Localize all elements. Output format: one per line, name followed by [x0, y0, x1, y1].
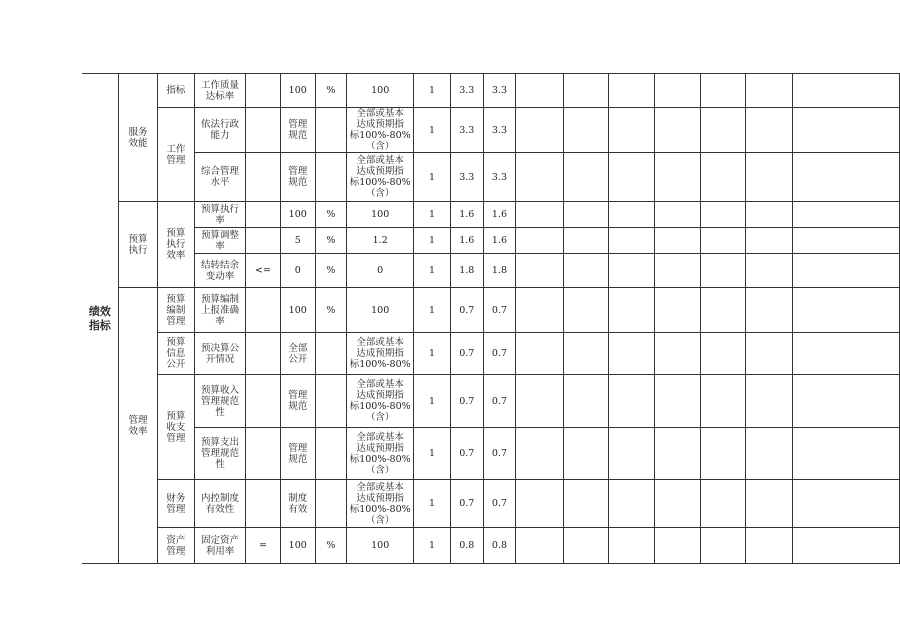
empty-cell: [516, 333, 564, 375]
target-cell: 0: [280, 254, 315, 288]
actual-value-cell: 全部或基本 达成预期指 标100%-80%: [346, 333, 413, 375]
count-cell: 1: [414, 288, 450, 333]
actual-value-cell: 全部或基本 达成预期指 标100%-80% （含）: [346, 108, 413, 153]
level3-cell: 工作 管理: [158, 108, 194, 202]
empty-cell: [746, 333, 793, 375]
level2-cell: 预算 执行: [118, 202, 157, 288]
actual-value-cell: 0: [346, 254, 413, 288]
empty-cell: [746, 202, 793, 228]
operator-cell: [246, 202, 280, 228]
empty-cell: [516, 375, 564, 428]
top-fragment: 指标: [166, 85, 186, 96]
unit-cell: [315, 333, 346, 375]
empty-cell: [655, 254, 701, 288]
empty-cell: [609, 74, 655, 108]
score-cell: 0.7: [483, 288, 515, 333]
score-cell: 3.3: [483, 108, 515, 153]
table-row: [82, 288, 900, 333]
empty-cell: [700, 333, 746, 375]
actual-value-cell: 全部或基本 达成预期指 标100%-80% （含）: [346, 480, 413, 528]
count-cell: 1: [414, 108, 450, 153]
empty-cell: [563, 333, 609, 375]
actual-value-cell: 全部或基本 达成预期指 标100%-80% （含）: [346, 153, 413, 202]
empty-cell: [793, 153, 900, 202]
empty-cell: [793, 528, 900, 564]
unit-cell: %: [315, 528, 346, 564]
empty-cell: [700, 74, 746, 108]
operator-cell: [246, 428, 280, 480]
target-cell: 管理 规范: [280, 375, 315, 428]
empty-cell: [655, 375, 701, 428]
empty-cell: [655, 528, 701, 564]
level3-cell: 预算 执行 效率: [158, 202, 194, 288]
level3-cell: 财务 管理: [158, 480, 194, 528]
target-cell: 管理 规范: [280, 153, 315, 202]
score-cell: 3.3: [450, 74, 483, 108]
empty-cell: [700, 202, 746, 228]
operator-cell: <=: [246, 254, 280, 288]
empty-cell: [609, 288, 655, 333]
table-row: [82, 153, 900, 202]
empty-cell: [516, 288, 564, 333]
unit-cell: [315, 108, 346, 153]
target-cell: 全部 公开: [280, 333, 315, 375]
unit-cell: [315, 428, 346, 480]
indicator-name: 固定资产 利用率: [194, 528, 246, 564]
actual-value-cell: 100: [346, 288, 413, 333]
actual-value-cell: 100: [346, 202, 413, 228]
operator-cell: [246, 228, 280, 254]
empty-cell: [655, 288, 701, 333]
table-row: [82, 428, 900, 480]
performance-indicator-table: [82, 73, 900, 564]
level2-cell: 管理 效率: [118, 288, 157, 564]
operator-cell: =: [246, 528, 280, 564]
empty-cell: [655, 428, 701, 480]
operator-cell: [246, 375, 280, 428]
indicator-name: 预算调整 率: [194, 228, 246, 254]
count-cell: 1: [414, 153, 450, 202]
indicator-name: 预算收入 管理规范 性: [194, 375, 246, 428]
operator-cell: [246, 480, 280, 528]
unit-cell: [315, 153, 346, 202]
score-cell: 0.7: [483, 428, 515, 480]
table-row: [82, 108, 900, 153]
level2-label: 服务 效能: [128, 126, 148, 149]
empty-cell: [655, 228, 701, 254]
count-cell: 1: [414, 228, 450, 254]
target-cell: 制度 有效: [280, 480, 315, 528]
table-row: [82, 202, 900, 228]
empty-cell: [516, 108, 564, 153]
empty-cell: [563, 153, 609, 202]
empty-cell: [746, 480, 793, 528]
empty-cell: [563, 254, 609, 288]
score-cell: 0.7: [450, 333, 483, 375]
level3-cell: 资产 管理: [158, 528, 194, 564]
empty-cell: [793, 428, 900, 480]
empty-cell: [700, 480, 746, 528]
table-row: [82, 375, 900, 428]
empty-cell: [609, 228, 655, 254]
empty-cell: [516, 74, 564, 108]
empty-cell: [746, 375, 793, 428]
empty-cell: [563, 202, 609, 228]
target-cell: 管理 规范: [280, 428, 315, 480]
actual-value-cell: 全部或基本 达成预期指 标100%-80% （含）: [346, 375, 413, 428]
empty-cell: [700, 428, 746, 480]
score-cell: 0.7: [450, 288, 483, 333]
score-cell: 3.3: [483, 74, 515, 108]
empty-cell: [563, 228, 609, 254]
unit-cell: %: [315, 254, 346, 288]
actual-value-cell: 100: [346, 74, 413, 108]
table-row: [82, 228, 900, 254]
empty-cell: [746, 108, 793, 153]
table-row: [82, 528, 900, 564]
empty-cell: [793, 375, 900, 428]
score-cell: 3.3: [450, 108, 483, 153]
level3-cell: 预算 信息 公开: [158, 333, 194, 375]
actual-value-cell: 1.2: [346, 228, 413, 254]
score-cell: 0.7: [450, 480, 483, 528]
target-cell: 100: [280, 202, 315, 228]
score-cell: 0.7: [450, 428, 483, 480]
score-cell: 3.3: [450, 153, 483, 202]
empty-cell: [700, 153, 746, 202]
indicator-name: 预算支出 管理规范 性: [194, 428, 246, 480]
operator-cell: [246, 288, 280, 333]
level1-cell: [82, 74, 118, 564]
empty-cell: [609, 428, 655, 480]
indicator-name: 内控制度 有效性: [194, 480, 246, 528]
operator-cell: [246, 333, 280, 375]
score-cell: 0.8: [483, 528, 515, 564]
count-cell: 1: [414, 202, 450, 228]
empty-cell: [793, 254, 900, 288]
level3-cell: 预算 编制 管理: [158, 288, 194, 333]
empty-cell: [516, 254, 564, 288]
score-cell: 1.6: [483, 202, 515, 228]
empty-cell: [793, 288, 900, 333]
empty-cell: [563, 288, 609, 333]
count-cell: 1: [414, 528, 450, 564]
actual-value-cell: 全部或基本 达成预期指 标100%-80% （含）: [346, 428, 413, 480]
empty-cell: [516, 480, 564, 528]
indicator-name: 预决算公 开情况: [194, 333, 246, 375]
empty-cell: [700, 108, 746, 153]
empty-cell: [563, 375, 609, 428]
empty-cell: [746, 153, 793, 202]
empty-cell: [609, 202, 655, 228]
empty-cell: [746, 74, 793, 108]
score-cell: 1.6: [483, 228, 515, 254]
indicator-name: 综合管理 水平: [194, 153, 246, 202]
empty-cell: [609, 108, 655, 153]
unit-cell: %: [315, 288, 346, 333]
target-cell: 100: [280, 528, 315, 564]
score-cell: 1.8: [483, 254, 515, 288]
table-row: [82, 333, 900, 375]
empty-cell: [655, 333, 701, 375]
empty-cell: [700, 228, 746, 254]
unit-cell: [315, 375, 346, 428]
count-cell: 1: [414, 254, 450, 288]
count-cell: 1: [414, 428, 450, 480]
indicator-name: 依法行政 能力: [194, 108, 246, 153]
empty-cell: [700, 288, 746, 333]
empty-cell: [700, 254, 746, 288]
unit-cell: %: [315, 228, 346, 254]
empty-cell: [793, 74, 900, 108]
indicator-name: 工作质量 达标率: [194, 74, 246, 108]
empty-cell: [746, 428, 793, 480]
empty-cell: [609, 254, 655, 288]
level3-cell: [158, 74, 194, 108]
empty-cell: [563, 428, 609, 480]
empty-cell: [516, 228, 564, 254]
unit-cell: %: [315, 202, 346, 228]
level3-cell: 预算 收支 管理: [158, 375, 194, 480]
count-cell: 1: [414, 375, 450, 428]
empty-cell: [609, 153, 655, 202]
empty-cell: [793, 202, 900, 228]
empty-cell: [516, 528, 564, 564]
empty-cell: [746, 528, 793, 564]
indicator-name: 预算编制 上报准确 率: [194, 288, 246, 333]
empty-cell: [655, 74, 701, 108]
empty-cell: [563, 480, 609, 528]
empty-cell: [655, 153, 701, 202]
empty-cell: [793, 108, 900, 153]
indicator-name: 预算执行 率: [194, 202, 246, 228]
level1-label: 绩效 指标: [88, 304, 111, 332]
empty-cell: [700, 375, 746, 428]
count-cell: 1: [414, 480, 450, 528]
indicator-name: 结转结余 变动率: [194, 254, 246, 288]
target-cell: 5: [280, 228, 315, 254]
empty-cell: [563, 528, 609, 564]
empty-cell: [516, 153, 564, 202]
empty-cell: [563, 108, 609, 153]
empty-cell: [793, 228, 900, 254]
score-cell: 1.6: [450, 228, 483, 254]
operator-cell: [246, 108, 280, 153]
empty-cell: [655, 202, 701, 228]
empty-cell: [700, 528, 746, 564]
score-cell: 1.8: [450, 254, 483, 288]
empty-cell: [516, 202, 564, 228]
unit-cell: [315, 480, 346, 528]
empty-cell: [609, 375, 655, 428]
operator-cell: [246, 74, 280, 108]
empty-cell: [746, 228, 793, 254]
empty-cell: [609, 333, 655, 375]
score-cell: 0.7: [450, 375, 483, 428]
empty-cell: [563, 74, 609, 108]
empty-cell: [655, 480, 701, 528]
count-cell: 1: [414, 333, 450, 375]
score-cell: 3.3: [483, 153, 515, 202]
empty-cell: [793, 333, 900, 375]
empty-cell: [609, 528, 655, 564]
actual-value-cell: 100: [346, 528, 413, 564]
level2-cell: [118, 74, 157, 202]
target-cell: 管理 规范: [280, 108, 315, 153]
count-cell: 1: [414, 74, 450, 108]
empty-cell: [793, 480, 900, 528]
empty-cell: [655, 108, 701, 153]
empty-cell: [746, 288, 793, 333]
empty-cell: [746, 254, 793, 288]
score-cell: 0.8: [450, 528, 483, 564]
score-cell: 0.7: [483, 333, 515, 375]
target-cell: 100: [280, 288, 315, 333]
score-cell: 0.7: [483, 375, 515, 428]
target-cell: 100: [280, 74, 315, 108]
table-row: [82, 480, 900, 528]
table-row: [82, 254, 900, 288]
table-row: [82, 74, 900, 108]
unit-cell: %: [315, 74, 346, 108]
operator-cell: [246, 153, 280, 202]
empty-cell: [609, 480, 655, 528]
score-cell: 1.6: [450, 202, 483, 228]
score-cell: 0.7: [483, 480, 515, 528]
empty-cell: [516, 428, 564, 480]
